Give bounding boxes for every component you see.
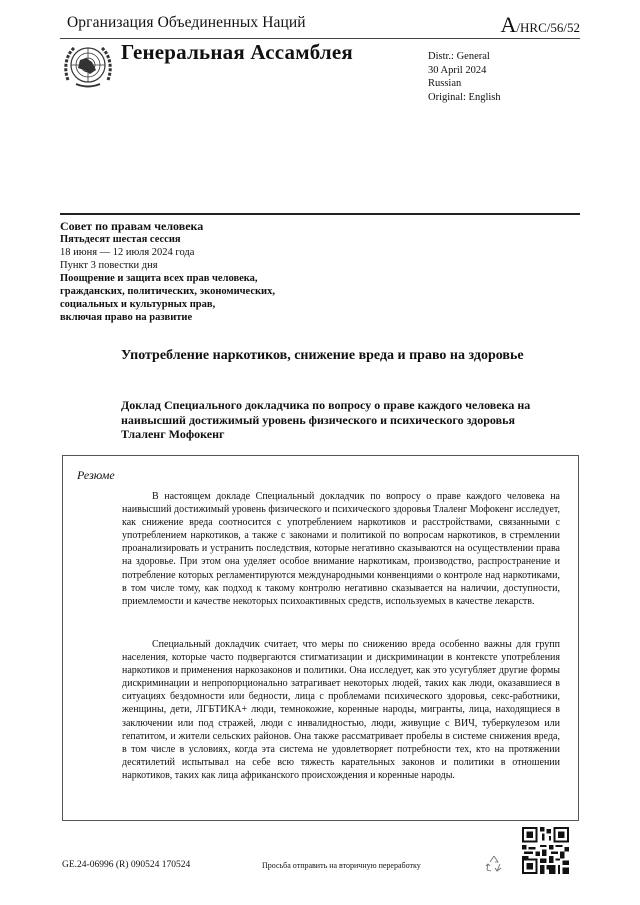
document-symbol <box>501 12 580 38</box>
original-language: Original: English <box>428 91 501 103</box>
document-title: Употребление наркотиков, снижение вреда и право на здоровье <box>121 348 524 363</box>
summary-paragraph: В настоящем докладе Специальный докладчик по вопросу о праве каждого человека на наивысший достижимый уровень физического и психического здоровья Тлаленг Мофокенг исследует, как снижение вреда соотносится с употреблением наркотиков и расстройствами, связанными с употреблением наркотиков, а также с законами и политикой по вопросам наркотиков, в стремлении проанализировать и устранить последствия, которые негативно сказываются на осуществлении права на здоровье. При этом она уделяет особое внимание наркотикам, производство, распространение и потребление которых регламентируются международными конвенциями о контроле над наркотиками, в том числе тому, как подход к такому контролю негативно сказывается на наличии, доступности, приемлемости и качестве некоторых психоактивных средств, используемых в качестве лекарств. <box>122 491 560 607</box>
header-rule <box>60 38 580 39</box>
recycle-icon <box>484 854 504 874</box>
council-info <box>60 220 275 324</box>
agenda-title-line: гражданских, политических, экономических, <box>60 286 275 297</box>
agenda-title-line: социальных и культурных прав, <box>60 299 216 310</box>
agenda-item: Пункт 3 повестки дня <box>60 260 158 271</box>
organization-name: Организация Объединенных Наций <box>67 14 306 31</box>
document-date: 30 April 2024 <box>428 64 487 76</box>
symbol-prefix: A <box>500 12 517 37</box>
symbol-rest: /HRC/56/52 <box>516 20 580 35</box>
agenda-title-line: включая право на развитие <box>60 312 193 323</box>
assembly-name: Генеральная Ассамблея <box>121 40 353 64</box>
document-subtitle: Доклад Специального докладчика по вопросу о праве каждого человека на наивысший достижимый уровень физического и психического здоровья Тлаленг Мофокенг <box>121 398 531 441</box>
section-rule <box>60 213 580 215</box>
recycle-note: Просьба отправить на вторичную переработку <box>262 861 421 870</box>
document-language: Russian <box>428 78 462 89</box>
un-emblem-icon <box>62 42 114 90</box>
session-dates: 18 июня — 12 июля 2024 года <box>60 247 195 258</box>
distribution-info <box>428 50 501 104</box>
summary-paragraph: Специальный докладчик считает, что меры по снижению вреда особенно важны для групп населения, которые часто подвергаются стигматизации и дискриминации в контексте употребления наркотиков и применения наркозаконов и политики. Она исследует, как это усугубляет другие формы дискриминации и непропорционально затрагивает некоторых людей, таких как люди, оказавшиеся в ситуациях бездомности или бедности, лица с проблемами психического здоровья, секс-работники, женщины, дети, ЛГБТИКА+ люди, темнокожие, коренные народы, мигранты, лица, находящиеся в заключении или под стражей, люди с инвалидностью, люди, живущие с ВИЧ, туберкулезом или гепатитом, и жители сельских районов. Она также рассматривает пробелы в системе снижения вреда, в том числе в условиях, когда эта система не удовлетворяет потребности тех, кто на протяжении десятилетий испытывал на себе всю тяжесть карательных законов и политики в отношении наркотиков, таких как лица африканского происхождения и коренные народы. <box>122 639 560 781</box>
summary-heading: Резюме <box>77 468 115 482</box>
qr-code-icon <box>522 827 569 874</box>
session-name: Пятьдесят шестая сессия <box>60 234 181 245</box>
distribution-status: Distr.: General <box>428 51 490 62</box>
council-name: Совет по правам человека <box>60 219 204 233</box>
agenda-title-line: Поощрение и защита всех прав человека, <box>60 273 258 284</box>
job-number: GE.24-06996 (R) 090524 170524 <box>62 860 191 870</box>
